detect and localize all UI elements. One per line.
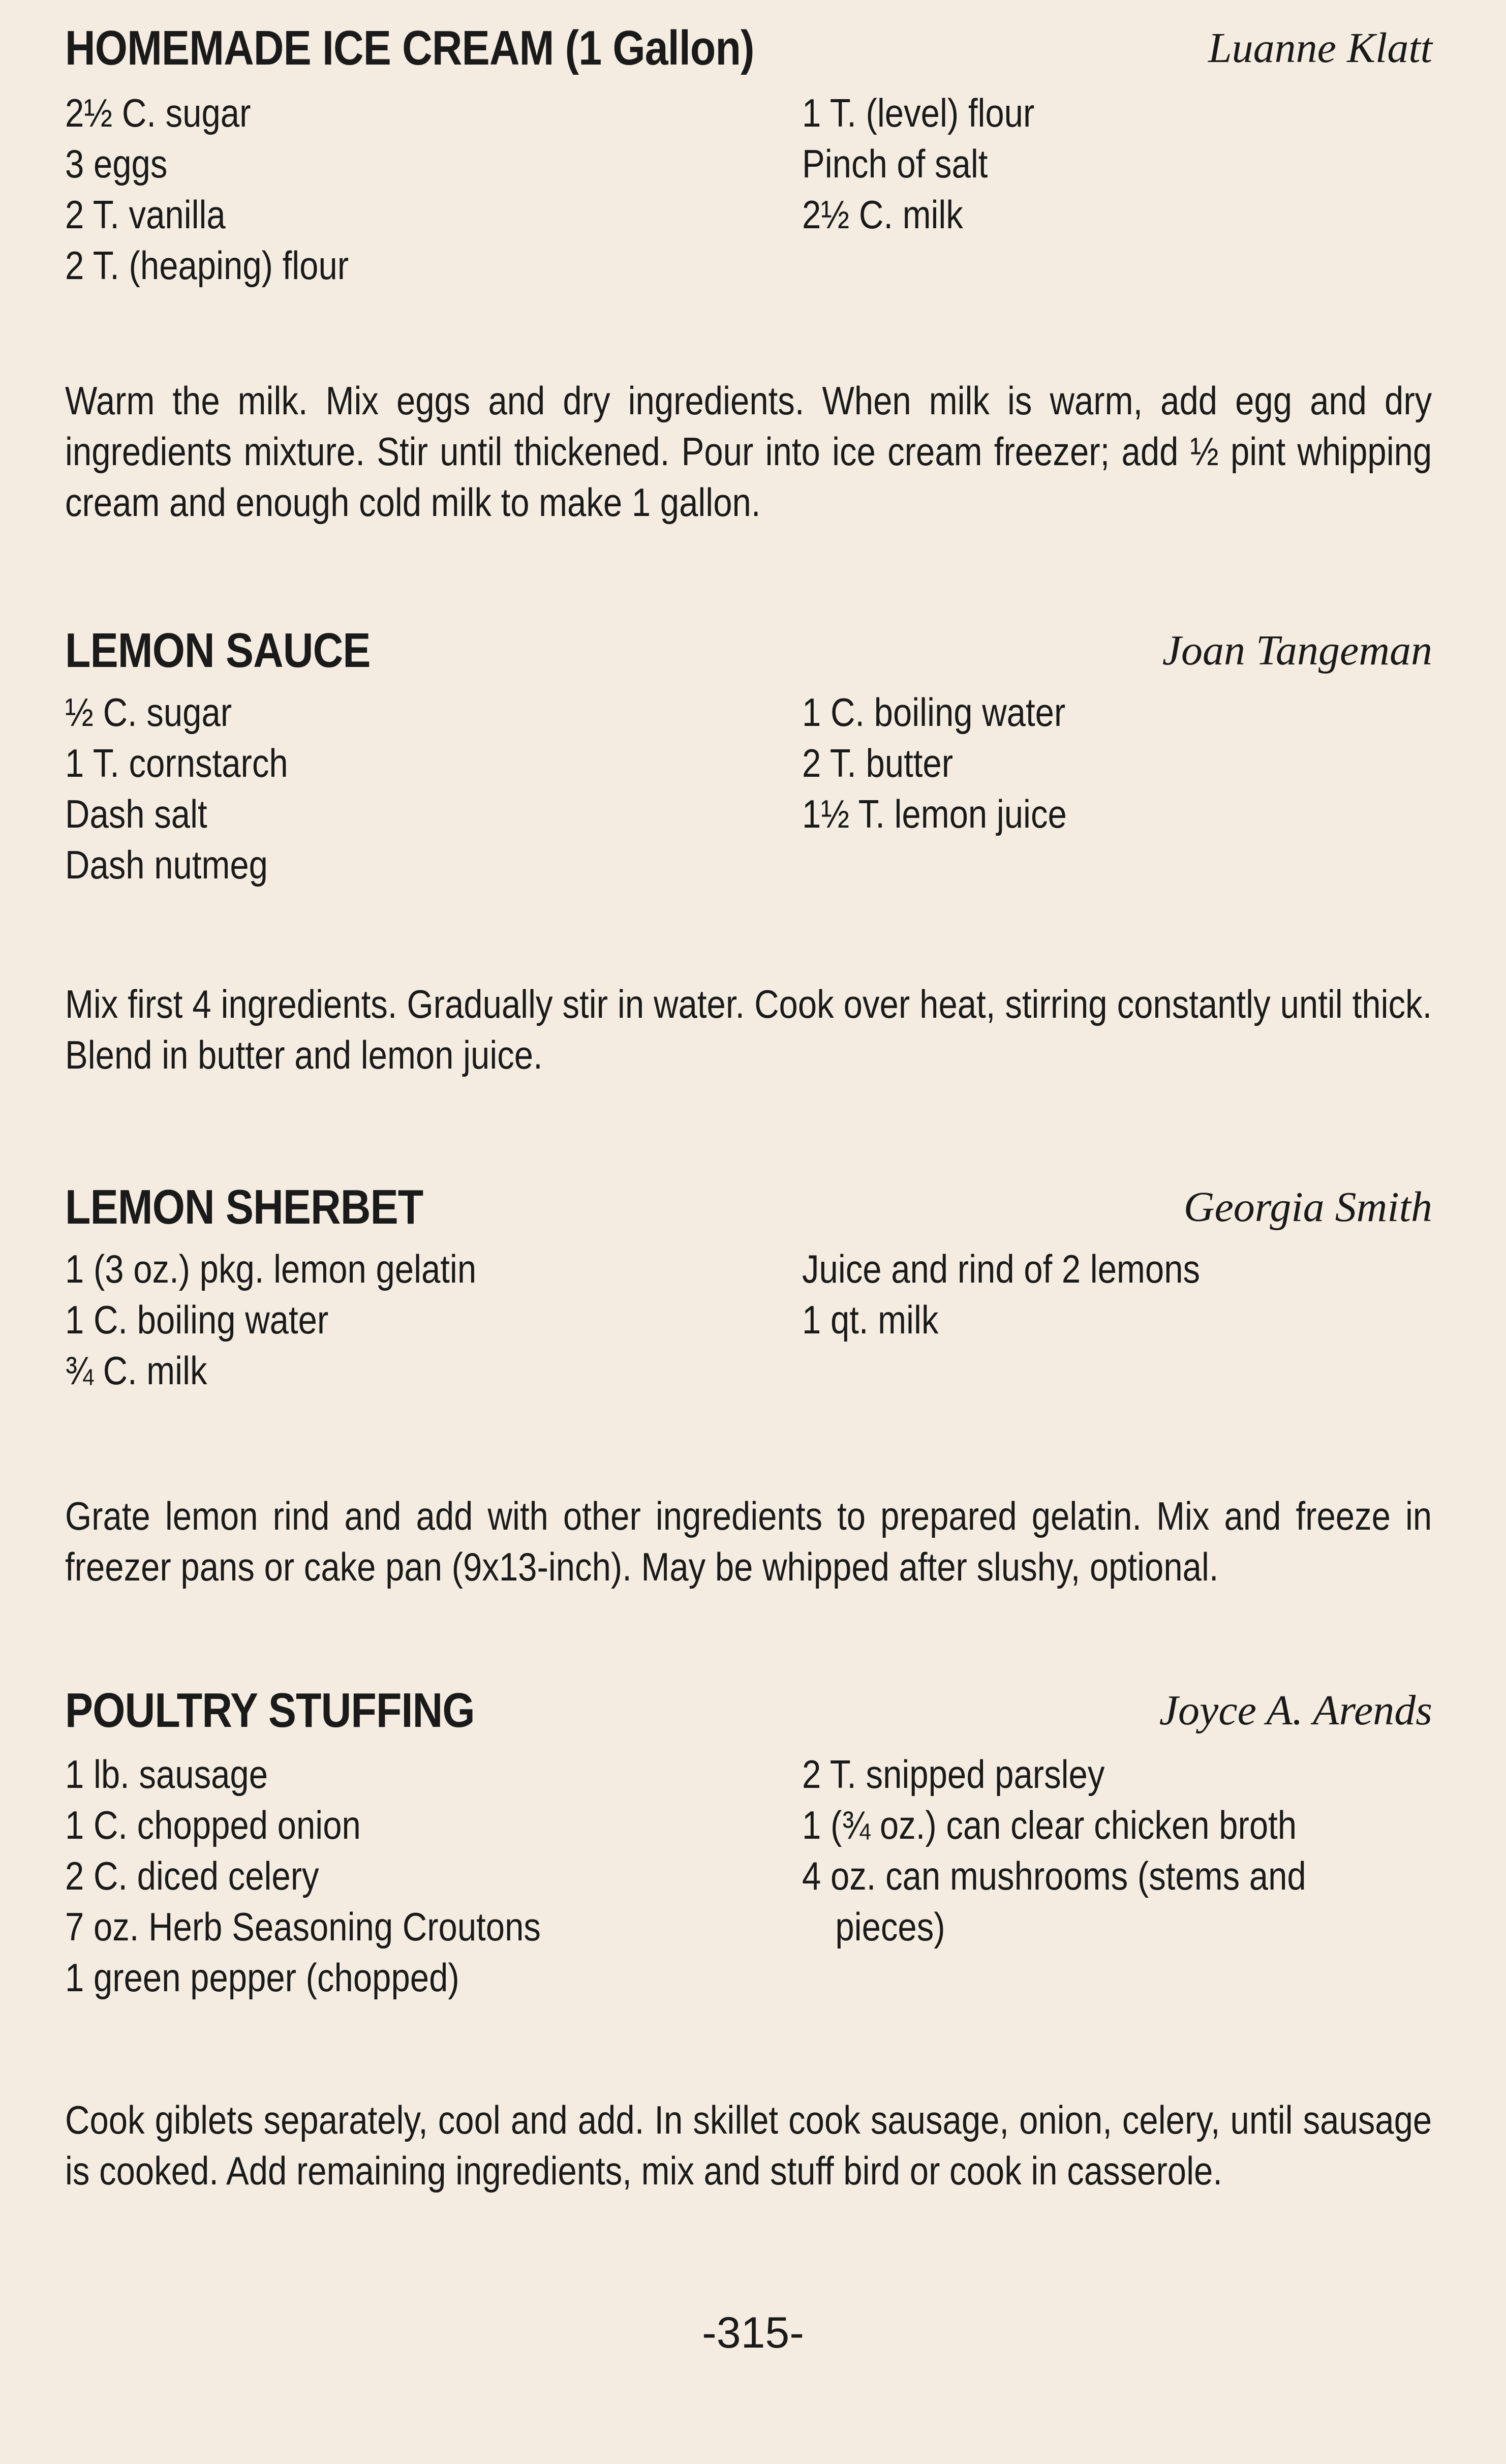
ingredient: 1 lb. sausage [65, 1752, 268, 1797]
ingredient: 1 C. boiling water [802, 690, 1066, 735]
ingredient: 4 oz. can mushrooms (stems and [802, 1853, 1306, 1898]
ingredient: 1 green pepper (chopped) [65, 1955, 459, 2000]
recipe-author: Luanne Klatt [1208, 24, 1432, 72]
ingredient: pieces) [835, 1904, 945, 1949]
ingredient: ½ C. sugar [65, 690, 232, 735]
recipe-poultry-stuffing [65, 1683, 1432, 2193]
ingredient: 1 qt. milk [802, 1297, 939, 1342]
ingredient: Dash nutmeg [65, 842, 268, 887]
ingredient-list [65, 90, 1432, 356]
ingredient: 1 (¾ oz.) can clear chicken broth [802, 1803, 1297, 1847]
ingredient: 1 C. boiling water [65, 1297, 329, 1342]
recipe-homemade-ice-cream [65, 20, 1432, 525]
ingredient: Juice and rind of 2 lemons [802, 1246, 1201, 1291]
recipe-instructions: Warm the milk. Mix eggs and dry ingredients. When milk is warm, add egg and dry ingredients mixture. Stir until thickened. Pour into ice cream freezer; add ½ pint whipping cream and enough cold milk to make 1 gallon. [65, 378, 1432, 525]
recipe-header [65, 623, 1432, 689]
recipe-instructions: Cook giblets separately, cool and add. In skillet cook sausage, onion, celery, until sausage is cooked. Add remaining ingredients, mix and stuff bird or cook in casserole. [65, 2097, 1432, 2193]
ingredients-right-column [802, 87, 1436, 240]
ingredients-left-column [65, 1749, 786, 2003]
ingredients-left-column [65, 1243, 786, 1396]
ingredient: 1 T. cornstarch [65, 741, 288, 785]
ingredient: Pinch of salt [802, 141, 988, 186]
ingredient: 2 C. diced celery [65, 1853, 319, 1898]
ingredients-left-column [65, 87, 786, 291]
ingredient-list [65, 1749, 1432, 2013]
recipe-author: Georgia Smith [1183, 1183, 1432, 1231]
ingredient: ¾ C. milk [65, 1348, 207, 1393]
ingredient: 2 T. (heaping) flour [65, 243, 349, 288]
ingredients-right-column [802, 1243, 1436, 1345]
ingredient: 2 T. butter [802, 741, 954, 785]
recipe-lemon-sauce [65, 623, 1432, 1077]
ingredient-list [65, 1243, 1432, 1406]
recipe-author: Joyce A. Arends [1159, 1687, 1432, 1734]
ingredient: 3 eggs [65, 141, 168, 186]
ingredient: 2½ C. milk [802, 192, 963, 237]
recipe-author: Joan Tangeman [1162, 627, 1432, 674]
ingredient: 2 T. vanilla [65, 192, 226, 237]
ingredients-right-column [802, 1749, 1436, 1952]
recipe-instructions: Mix first 4 ingredients. Gradually stir in water. Cook over heat, stirring constantly until thick. Blend in butter and lemon juice. [65, 982, 1432, 1077]
ingredients-right-column [802, 687, 1436, 839]
ingredient: 7 oz. Herb Seasoning Croutons [65, 1904, 541, 1949]
recipe-title: LEMON SAUCE [65, 623, 371, 678]
ingredient: 1 C. chopped onion [65, 1803, 361, 1847]
ingredient: 2 T. snipped parsley [802, 1752, 1105, 1797]
ingredient: 1 (3 oz.) pkg. lemon gelatin [65, 1246, 477, 1291]
page-number: -315- [702, 2308, 804, 2357]
ingredient: Dash salt [65, 792, 207, 836]
recipe-header [65, 20, 1432, 86]
recipe-header [65, 1683, 1432, 1749]
ingredient: 1 T. (level) flour [802, 90, 1035, 135]
recipe-header [65, 1179, 1432, 1245]
recipe-title: HOMEMADE ICE CREAM (1 Gallon) [65, 21, 754, 75]
recipe-lemon-sherbet [65, 1179, 1432, 1589]
ingredient: 2½ C. sugar [65, 90, 251, 135]
ingredients-left-column [65, 687, 786, 890]
recipe-instructions: Grate lemon rind and add with other ingredients to prepared gelatin. Mix and freeze in freezer pans or cake pan (9x13-inch). May be whipped after slushy, optional. [65, 1494, 1432, 1589]
ingredient-list [65, 687, 1432, 900]
ingredient: 1½ T. lemon juice [802, 792, 1067, 836]
recipe-title: POULTRY STUFFING [65, 1683, 475, 1738]
recipe-title: LEMON SHERBET [65, 1180, 423, 1234]
